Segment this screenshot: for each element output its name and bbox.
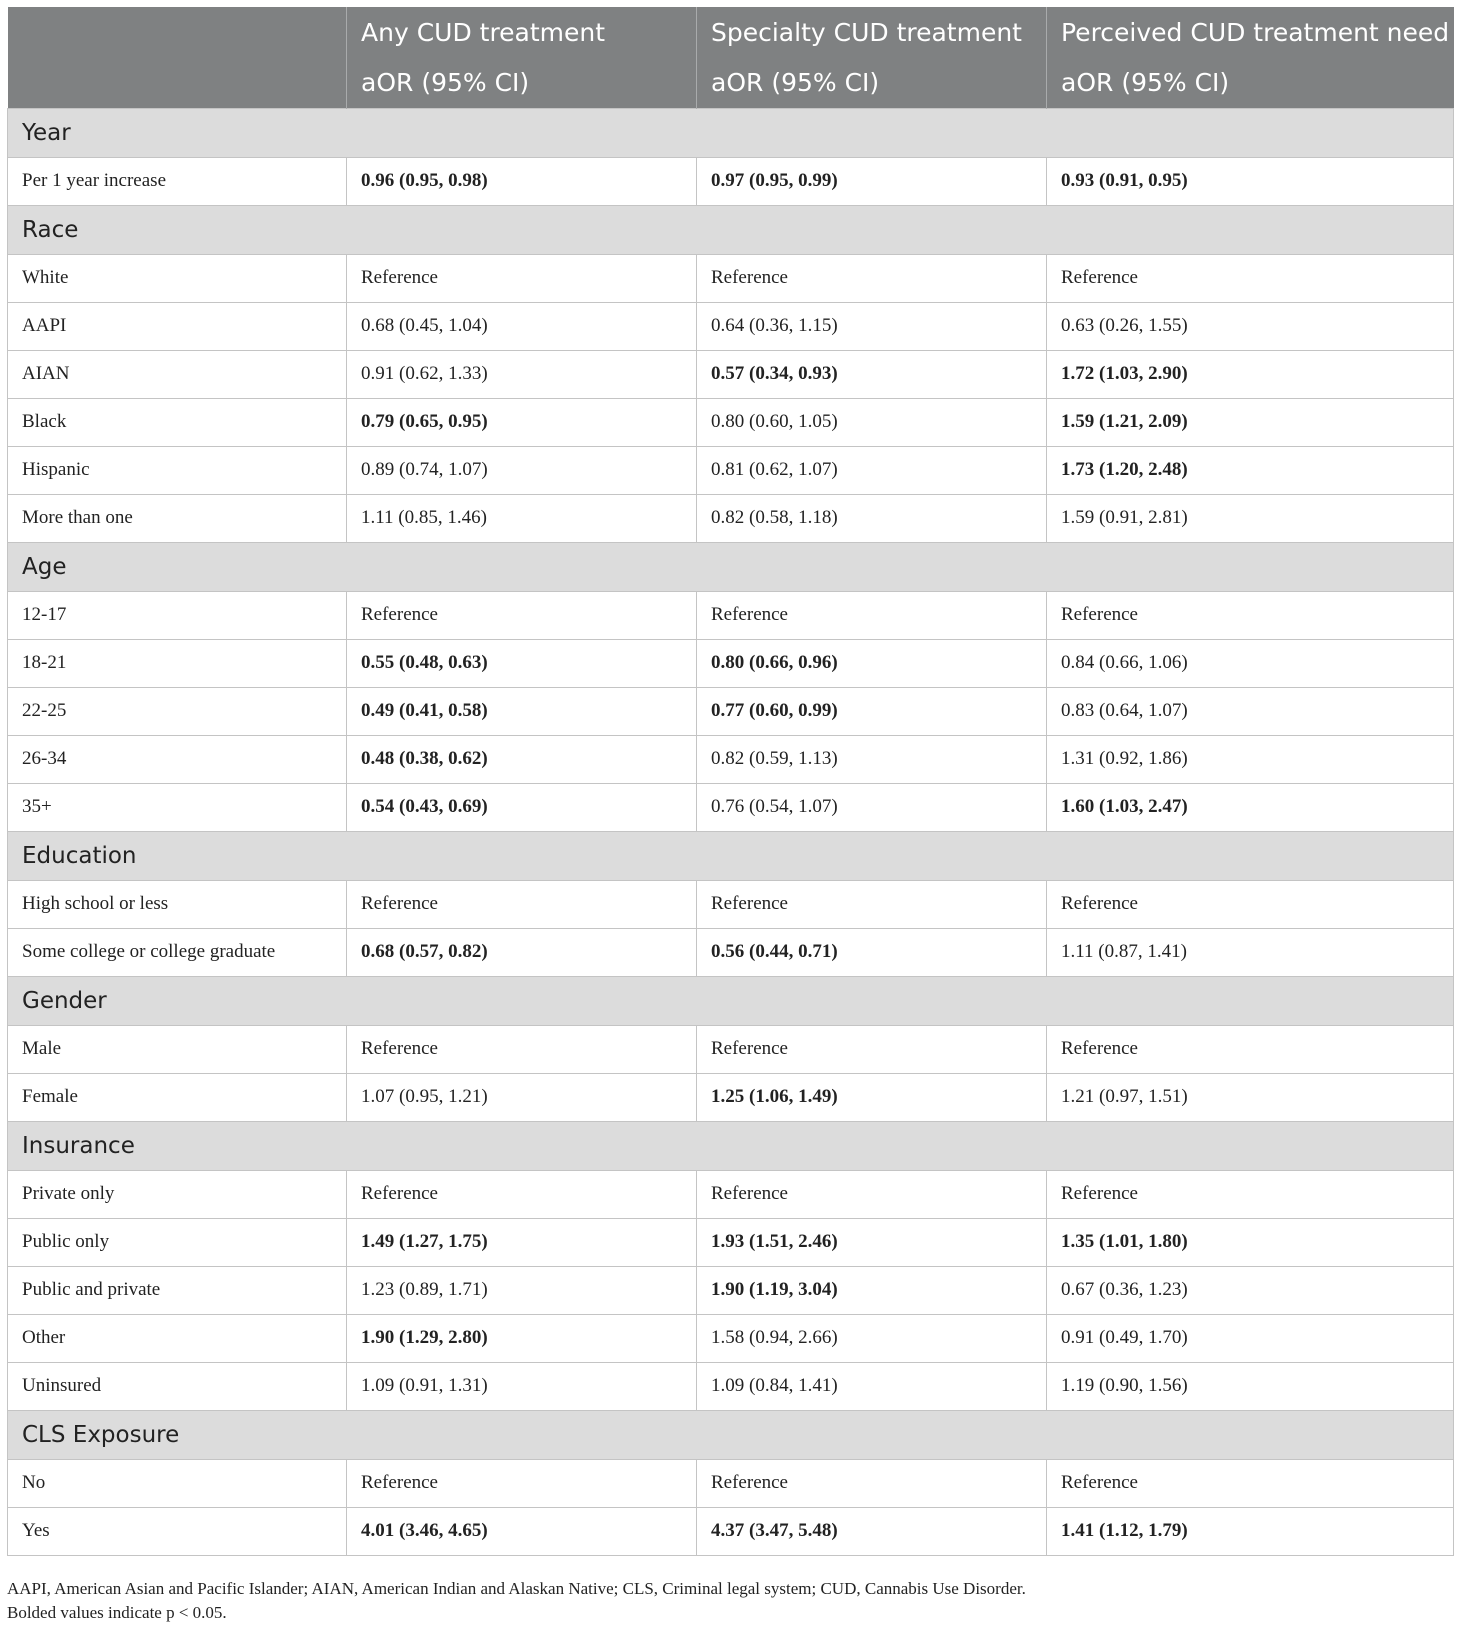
table-row xyxy=(8,1266,1454,1314)
table-cell: Reference xyxy=(1047,591,1454,639)
table-footnotes xyxy=(7,1577,1447,1625)
table-cell: 0.76 (0.54, 1.07) xyxy=(697,783,1047,831)
table-cell: 0.80 (0.60, 1.05) xyxy=(697,398,1047,446)
table-cell: Reference xyxy=(347,1459,697,1507)
section-row xyxy=(8,1121,1454,1170)
table-cell: 0.77 (0.60, 0.99) xyxy=(697,687,1047,735)
table-cell: Reference xyxy=(347,254,697,302)
table-cell: 0.79 (0.65, 0.95) xyxy=(347,398,697,446)
table-cell: Reference xyxy=(697,880,1047,928)
table-row xyxy=(8,1073,1454,1121)
table-row xyxy=(8,687,1454,735)
table-cell: Reference xyxy=(697,1025,1047,1073)
table-cell: 0.82 (0.59, 1.13) xyxy=(697,735,1047,783)
table-cell: 0.80 (0.66, 0.96) xyxy=(697,639,1047,687)
table-row xyxy=(8,1362,1454,1410)
table-cell: Reference xyxy=(697,1170,1047,1218)
table-cell: 1.59 (1.21, 2.09) xyxy=(1047,398,1454,446)
section-title: Age xyxy=(8,542,1454,591)
table-cell: 1.49 (1.27, 1.75) xyxy=(347,1218,697,1266)
table-cell: 1.11 (0.87, 1.41) xyxy=(1047,928,1454,976)
table-cell: 0.68 (0.57, 0.82) xyxy=(347,928,697,976)
table-row xyxy=(8,494,1454,542)
table-cell: Reference xyxy=(1047,1459,1454,1507)
section-row xyxy=(8,976,1454,1025)
table-cell: Reference xyxy=(1047,254,1454,302)
header-any-cud-treatment: Any CUD treatment xyxy=(347,7,697,58)
table-cell: 1.60 (1.03, 2.47) xyxy=(1047,783,1454,831)
table-cell: Reference xyxy=(697,591,1047,639)
row-label: Public only xyxy=(8,1218,347,1266)
row-label: No xyxy=(8,1459,347,1507)
footnote-bold-note: Bolded values indicate p < 0.05. xyxy=(7,1603,227,1622)
table-cell: 4.01 (3.46, 4.65) xyxy=(347,1507,697,1555)
section-title: Education xyxy=(8,831,1454,880)
section-title: Race xyxy=(8,205,1454,254)
subheader-aor-specialty: aOR (95% CI) xyxy=(697,58,1047,108)
section-title: Gender xyxy=(8,976,1454,1025)
table-row xyxy=(8,783,1454,831)
table-cell: 1.09 (0.84, 1.41) xyxy=(697,1362,1047,1410)
row-label: High school or less xyxy=(8,880,347,928)
table-cell: 0.63 (0.26, 1.55) xyxy=(1047,302,1454,350)
results-table-container xyxy=(7,7,1453,1556)
table-row xyxy=(8,1459,1454,1507)
table-cell: 1.31 (0.92, 1.86) xyxy=(1047,735,1454,783)
table-cell: 0.93 (0.91, 0.95) xyxy=(1047,157,1454,205)
table-row xyxy=(8,735,1454,783)
table-cell: 0.56 (0.44, 0.71) xyxy=(697,928,1047,976)
subheader-row xyxy=(8,58,1454,108)
results-table xyxy=(7,7,1454,1556)
row-label: Male xyxy=(8,1025,347,1073)
table-cell: Reference xyxy=(1047,1170,1454,1218)
row-label: Hispanic xyxy=(8,446,347,494)
table-row xyxy=(8,1025,1454,1073)
row-label: Female xyxy=(8,1073,347,1121)
row-label: Per 1 year increase xyxy=(8,157,347,205)
table-cell: Reference xyxy=(1047,880,1454,928)
table-cell: 1.93 (1.51, 2.46) xyxy=(697,1218,1047,1266)
table-row xyxy=(8,928,1454,976)
row-label: 26-34 xyxy=(8,735,347,783)
table-cell: 0.68 (0.45, 1.04) xyxy=(347,302,697,350)
row-label: White xyxy=(8,254,347,302)
footnote-abbreviations: AAPI, American Asian and Pacific Islander; AIAN, American Indian and Alaskan Native; CLS, Criminal legal system; CUD, Cannabis Use Disorder. xyxy=(7,1579,1026,1598)
section-row xyxy=(8,1410,1454,1459)
table-cell: 1.73 (1.20, 2.48) xyxy=(1047,446,1454,494)
table-body xyxy=(8,108,1454,1555)
section-title: CLS Exposure xyxy=(8,1410,1454,1459)
section-title: Insurance xyxy=(8,1121,1454,1170)
table-cell: 1.41 (1.12, 1.79) xyxy=(1047,1507,1454,1555)
table-cell: 1.35 (1.01, 1.80) xyxy=(1047,1218,1454,1266)
table-cell: 0.91 (0.49, 1.70) xyxy=(1047,1314,1454,1362)
section-row xyxy=(8,108,1454,157)
table-cell: 0.96 (0.95, 0.98) xyxy=(347,157,697,205)
section-title: Year xyxy=(8,108,1454,157)
row-label: Public and private xyxy=(8,1266,347,1314)
row-label: 12-17 xyxy=(8,591,347,639)
table-cell: 0.84 (0.66, 1.06) xyxy=(1047,639,1454,687)
table-cell: Reference xyxy=(1047,1025,1454,1073)
table-cell: 4.37 (3.47, 5.48) xyxy=(697,1507,1047,1555)
row-label: 35+ xyxy=(8,783,347,831)
table-row xyxy=(8,398,1454,446)
header-row xyxy=(8,7,1454,58)
table-cell: 1.23 (0.89, 1.71) xyxy=(347,1266,697,1314)
table-cell: Reference xyxy=(347,591,697,639)
table-row xyxy=(8,446,1454,494)
header-cell-blank xyxy=(8,7,347,58)
row-label: Private only xyxy=(8,1170,347,1218)
table-cell: 1.59 (0.91, 2.81) xyxy=(1047,494,1454,542)
table-cell: 1.58 (0.94, 2.66) xyxy=(697,1314,1047,1362)
table-cell: 0.67 (0.36, 1.23) xyxy=(1047,1266,1454,1314)
header-perceived-cud-treatment-need: Perceived CUD treatment need xyxy=(1047,7,1454,58)
table-cell: 0.54 (0.43, 0.69) xyxy=(347,783,697,831)
row-label: AIAN xyxy=(8,350,347,398)
subheader-aor-perceived: aOR (95% CI) xyxy=(1047,58,1454,108)
row-label: Yes xyxy=(8,1507,347,1555)
table-row xyxy=(8,254,1454,302)
table-row xyxy=(8,1507,1454,1555)
section-row xyxy=(8,205,1454,254)
table-cell: 1.11 (0.85, 1.46) xyxy=(347,494,697,542)
table-row xyxy=(8,1218,1454,1266)
table-row xyxy=(8,880,1454,928)
table-cell: 1.19 (0.90, 1.56) xyxy=(1047,1362,1454,1410)
table-cell: Reference xyxy=(347,1025,697,1073)
table-cell: 0.89 (0.74, 1.07) xyxy=(347,446,697,494)
table-row xyxy=(8,350,1454,398)
table-cell: Reference xyxy=(347,880,697,928)
table-cell: 0.57 (0.34, 0.93) xyxy=(697,350,1047,398)
subheader-aor-any: aOR (95% CI) xyxy=(347,58,697,108)
row-label: Black xyxy=(8,398,347,446)
table-cell: 0.55 (0.48, 0.63) xyxy=(347,639,697,687)
row-label: Other xyxy=(8,1314,347,1362)
row-label: More than one xyxy=(8,494,347,542)
table-cell: 1.25 (1.06, 1.49) xyxy=(697,1073,1047,1121)
section-row xyxy=(8,542,1454,591)
table-cell: 0.97 (0.95, 0.99) xyxy=(697,157,1047,205)
table-cell: 0.82 (0.58, 1.18) xyxy=(697,494,1047,542)
table-row xyxy=(8,639,1454,687)
table-cell: 1.21 (0.97, 1.51) xyxy=(1047,1073,1454,1121)
row-label: Uninsured xyxy=(8,1362,347,1410)
table-cell: Reference xyxy=(697,254,1047,302)
table-cell: 0.81 (0.62, 1.07) xyxy=(697,446,1047,494)
row-label: Some college or college graduate xyxy=(8,928,347,976)
row-label: AAPI xyxy=(8,302,347,350)
table-header xyxy=(8,7,1454,108)
subheader-cell-blank xyxy=(8,58,347,108)
section-row xyxy=(8,831,1454,880)
table-cell: Reference xyxy=(697,1459,1047,1507)
row-label: 22-25 xyxy=(8,687,347,735)
table-cell: 1.90 (1.29, 2.80) xyxy=(347,1314,697,1362)
table-cell: 1.72 (1.03, 2.90) xyxy=(1047,350,1454,398)
table-cell: 0.91 (0.62, 1.33) xyxy=(347,350,697,398)
table-row xyxy=(8,302,1454,350)
table-row xyxy=(8,1170,1454,1218)
table-cell: 0.48 (0.38, 0.62) xyxy=(347,735,697,783)
table-cell: 1.07 (0.95, 1.21) xyxy=(347,1073,697,1121)
table-row xyxy=(8,157,1454,205)
header-specialty-cud-treatment: Specialty CUD treatment xyxy=(697,7,1047,58)
row-label: 18-21 xyxy=(8,639,347,687)
table-cell: Reference xyxy=(347,1170,697,1218)
table-row xyxy=(8,591,1454,639)
table-cell: 0.49 (0.41, 0.58) xyxy=(347,687,697,735)
table-cell: 0.64 (0.36, 1.15) xyxy=(697,302,1047,350)
table-cell: 1.90 (1.19, 3.04) xyxy=(697,1266,1047,1314)
table-cell: 0.83 (0.64, 1.07) xyxy=(1047,687,1454,735)
table-cell: 1.09 (0.91, 1.31) xyxy=(347,1362,697,1410)
table-row xyxy=(8,1314,1454,1362)
